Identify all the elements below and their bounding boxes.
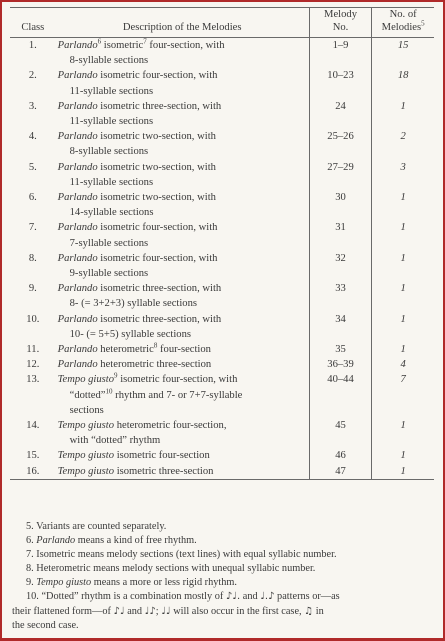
- description-text: heterometric three-section: [97, 359, 212, 371]
- melody-count: 1: [372, 342, 434, 357]
- table-header-row: [10, 8, 434, 38]
- description-line2: [58, 236, 307, 251]
- melody-count: 1: [372, 312, 434, 342]
- melody-count: 2: [372, 129, 434, 159]
- footnote-10-text-f: ;: [155, 605, 162, 617]
- melody-number: 45: [309, 418, 372, 448]
- note-pattern-1-icon: ♪♩.: [225, 591, 241, 603]
- melody-description: [56, 281, 310, 311]
- melody-number: 46: [309, 448, 372, 463]
- class-number: 12.: [26, 359, 40, 371]
- class-number: 1.: [28, 40, 37, 51]
- rhythm-style: Parlando: [57, 359, 98, 371]
- description-text: isometric three-section, with: [97, 313, 222, 325]
- rhythm-style: Parlando: [57, 70, 98, 82]
- header-melody-no-line2: No.: [332, 22, 349, 33]
- description-line1: [58, 448, 307, 463]
- description-line1: [58, 372, 307, 387]
- melody-description: [56, 190, 310, 220]
- footnote-10-text-d: their flattened form—of: [12, 605, 114, 617]
- melody-number: 36–39: [309, 357, 372, 372]
- description-line1: [58, 418, 307, 433]
- table-row: [10, 251, 434, 281]
- description-line2: [58, 327, 307, 342]
- footnote-10: [12, 590, 437, 604]
- description-line2: [58, 53, 307, 68]
- footnote-10-text-g: will also occur in the first case,: [170, 605, 305, 617]
- description-line2: [58, 205, 307, 220]
- table-row: [10, 220, 434, 250]
- table-row: [10, 160, 434, 190]
- table-row: [10, 99, 434, 129]
- rhythm-style: Parlando: [57, 100, 98, 112]
- footnote-9-term: Tempo giusto: [36, 577, 92, 589]
- class-number: 10.: [26, 313, 40, 325]
- rhythm-style: Tempo giusto: [57, 420, 115, 432]
- melody-number: 47: [309, 464, 372, 480]
- melody-count: 1: [372, 418, 434, 448]
- header-count-sup: 5: [421, 19, 425, 28]
- header-count-line1: No. of: [389, 9, 417, 20]
- melody-number: 24: [309, 99, 372, 129]
- description-text: 7-syllable sections: [69, 237, 149, 249]
- melody-count: 1: [372, 251, 434, 281]
- melody-count: 1: [372, 448, 434, 463]
- melody-description: [56, 99, 310, 129]
- melody-description: [56, 312, 310, 342]
- footnote-10-text-e: and: [124, 605, 145, 617]
- footnote-9-text: means a more or less rigid rhythm.: [91, 577, 237, 589]
- description-text: four-section, with: [146, 40, 225, 51]
- table-row: [10, 448, 434, 463]
- description-text: isometric two-section, with: [97, 161, 216, 173]
- melody-classification-table: [10, 7, 434, 480]
- rhythm-style: Tempo giusto: [57, 374, 115, 386]
- description-text: isometric three-section, with: [97, 283, 222, 295]
- footnote-8: 8. Heterometric means melody sections with unequal syllabic number.: [26, 563, 316, 575]
- class-number: 13.: [26, 374, 40, 386]
- description-line1: [58, 38, 307, 53]
- description-line1: [58, 160, 307, 175]
- melody-description: [56, 68, 310, 98]
- description-text: isometric four-section, with: [97, 222, 218, 234]
- header-count-line2: Melodies: [381, 22, 422, 33]
- description-line1: [58, 99, 307, 114]
- header-count: [372, 8, 434, 38]
- description-text: 8-syllable sections: [69, 55, 149, 67]
- table-row: [10, 281, 434, 311]
- melody-count: 1: [372, 99, 434, 129]
- description-line2: [58, 84, 307, 99]
- melody-number: 30: [309, 190, 372, 220]
- table-row: [10, 418, 434, 448]
- description-line1: [58, 312, 307, 327]
- table-row: [10, 38, 434, 69]
- description-text: isometric two-section, with: [97, 192, 216, 204]
- footnote-6-term: Parlando: [36, 535, 76, 547]
- melody-description: [56, 251, 310, 281]
- description-line2: [58, 388, 307, 403]
- melody-count: 18: [372, 68, 434, 98]
- class-number: 2.: [28, 70, 37, 82]
- class-number: 8.: [28, 252, 37, 264]
- footnote-6-number: 6.: [26, 535, 37, 547]
- description-line1: [58, 281, 307, 296]
- description-text: isometric four-section, with: [97, 252, 218, 264]
- table-row: [10, 68, 434, 98]
- footnote-10-text-c: patterns or—as: [274, 591, 340, 603]
- class-number: 5.: [28, 161, 37, 173]
- description-text: 8-syllable sections: [69, 146, 149, 158]
- class-number: 14.: [26, 420, 40, 432]
- melody-count: 1: [372, 464, 434, 480]
- header-class: Class: [21, 22, 45, 33]
- table-row: [10, 190, 434, 220]
- description-text: 11-syllable sections: [69, 85, 154, 97]
- class-number: 15.: [26, 450, 40, 462]
- melody-description: [56, 448, 310, 463]
- table-row: [10, 357, 434, 372]
- footnote-ref: 8: [153, 341, 158, 350]
- header-melody-no: [309, 8, 372, 38]
- melody-number: 10–23: [309, 68, 372, 98]
- class-number: 11.: [26, 344, 40, 356]
- footnote-10-text-h: in: [313, 605, 324, 617]
- class-number: 3.: [28, 100, 37, 112]
- footnote-10-line3: the second case.: [12, 619, 79, 631]
- footnote-9-number: 9.: [26, 577, 37, 589]
- footnote-10-line2: [12, 605, 437, 619]
- description-line2: [58, 114, 307, 129]
- description-line1: [58, 129, 307, 144]
- rhythm-style: Tempo giusto: [57, 465, 115, 477]
- footnote-7: 7. Isometric means melody sections (text lines) with equal syllabic number.: [26, 549, 337, 561]
- rhythm-style: Parlando: [57, 313, 98, 325]
- description-text: isometric three-section, with: [97, 100, 222, 112]
- melody-number: 32: [309, 251, 372, 281]
- table-row: [10, 342, 434, 357]
- description-text: 9-syllable sections: [69, 268, 149, 280]
- melody-description: [56, 357, 310, 372]
- footnote-ref: 10: [105, 387, 113, 396]
- description-text: isometric four-section, with: [97, 70, 218, 82]
- description-line1: [58, 190, 307, 205]
- rhythm-style: Parlando: [57, 40, 98, 51]
- rhythm-style: Parlando: [57, 161, 98, 173]
- table-row: [10, 129, 434, 159]
- melody-description: [56, 418, 310, 448]
- melody-description: [56, 372, 310, 418]
- footnote-ref: 6: [97, 37, 102, 46]
- description-line1: [58, 342, 307, 357]
- description-text: isometric: [101, 40, 144, 51]
- description-text: isometric four-section: [114, 450, 210, 462]
- melody-number: 27–29: [309, 160, 372, 190]
- table-row: [10, 372, 434, 418]
- melody-description: [56, 38, 310, 69]
- table-row: [10, 464, 434, 480]
- description-text: 11-syllable sections: [69, 116, 154, 128]
- description-text: 11-syllable sections: [69, 176, 154, 188]
- note-pattern-2-icon: ♩.♪: [260, 591, 275, 603]
- melody-number: 40–44: [309, 372, 372, 418]
- melody-description: [56, 129, 310, 159]
- melody-number: 31: [309, 220, 372, 250]
- footnote-9: [12, 576, 437, 590]
- class-number: 6.: [28, 192, 37, 204]
- description-text: 10- (= 5+5) syllable sections: [69, 328, 192, 340]
- rhythm-style: Parlando: [57, 252, 98, 264]
- melody-count: 1: [372, 281, 434, 311]
- melody-count: 7: [372, 372, 434, 418]
- footnote-ref: 7: [143, 37, 147, 46]
- description-line1: [58, 68, 307, 83]
- note-pattern-4-icon: ♩♪: [144, 605, 156, 617]
- rhythm-style: Parlando: [57, 131, 98, 143]
- table-row: [10, 312, 434, 342]
- header-melody-no-line1: Melody: [324, 9, 358, 20]
- melody-count: 4: [372, 357, 434, 372]
- description-text: isometric two-section, with: [97, 131, 216, 143]
- footnote-6: [12, 534, 437, 548]
- rhythm-style: Parlando: [57, 222, 98, 234]
- description-line2: [58, 266, 307, 281]
- description-line3: sections: [69, 404, 104, 416]
- footnotes: [12, 520, 437, 633]
- description-text: heterometric: [97, 344, 154, 356]
- melody-number: 34: [309, 312, 372, 342]
- description-line2: [58, 144, 307, 159]
- class-number: 9.: [28, 283, 37, 295]
- header-description: Description of the Melodies: [122, 22, 242, 33]
- description-text: isometric three-section: [114, 465, 214, 477]
- footnote-5: 5. Variants are counted separately.: [26, 521, 167, 532]
- description-line1: [58, 251, 307, 266]
- description-text: 8- (= 3+2+3) syllable sections: [69, 298, 197, 310]
- melody-number: 35: [309, 342, 372, 357]
- footnote-ref: 9: [114, 371, 118, 380]
- melody-number: 33: [309, 281, 372, 311]
- description-text: four-section: [157, 344, 211, 356]
- rhythm-style: Parlando: [57, 192, 98, 204]
- description-text: rhythm and 7- or 7+7-syllable: [112, 389, 243, 401]
- footnote-10-text-b: and: [240, 591, 261, 603]
- class-number: 16.: [26, 465, 40, 477]
- description-text: isometric four-section, with: [117, 374, 238, 386]
- class-number: 4.: [28, 131, 37, 143]
- description-line1: [58, 220, 307, 235]
- melody-description: [56, 342, 310, 357]
- description-line1: [58, 464, 307, 479]
- note-pattern-6-icon: ♫: [304, 605, 314, 617]
- note-pattern-5-icon: ♩♩: [161, 605, 171, 617]
- description-text: “dotted”: [69, 389, 106, 401]
- melody-count: 1: [372, 220, 434, 250]
- melody-count: 1: [372, 190, 434, 220]
- description-line2: [58, 433, 307, 448]
- rhythm-style: Parlando: [57, 283, 98, 295]
- description-line2: [58, 296, 307, 311]
- melody-number: 25–26: [309, 129, 372, 159]
- description-text: heterometric four-section,: [114, 420, 227, 432]
- footnote-6-text: means a kind of free rhythm.: [75, 535, 197, 547]
- melody-number: 1–9: [309, 38, 372, 69]
- footnote-10-text-a: 10. “Dotted” rhythm is a combination mostly of: [26, 591, 226, 603]
- description-text: with “dotted” rhythm: [69, 435, 161, 447]
- melody-count: 3: [372, 160, 434, 190]
- melody-description: [56, 464, 310, 480]
- description-text: 14-syllable sections: [69, 207, 154, 219]
- class-number: 7.: [28, 222, 37, 234]
- description-line2: [58, 175, 307, 190]
- description-line1: [58, 357, 307, 372]
- note-pattern-3-icon: ♪♩: [113, 605, 125, 617]
- melody-description: [56, 220, 310, 250]
- melody-description: [56, 160, 310, 190]
- rhythm-style: Tempo giusto: [57, 450, 115, 462]
- melody-count: 15: [372, 38, 434, 69]
- rhythm-style: Parlando: [57, 344, 98, 356]
